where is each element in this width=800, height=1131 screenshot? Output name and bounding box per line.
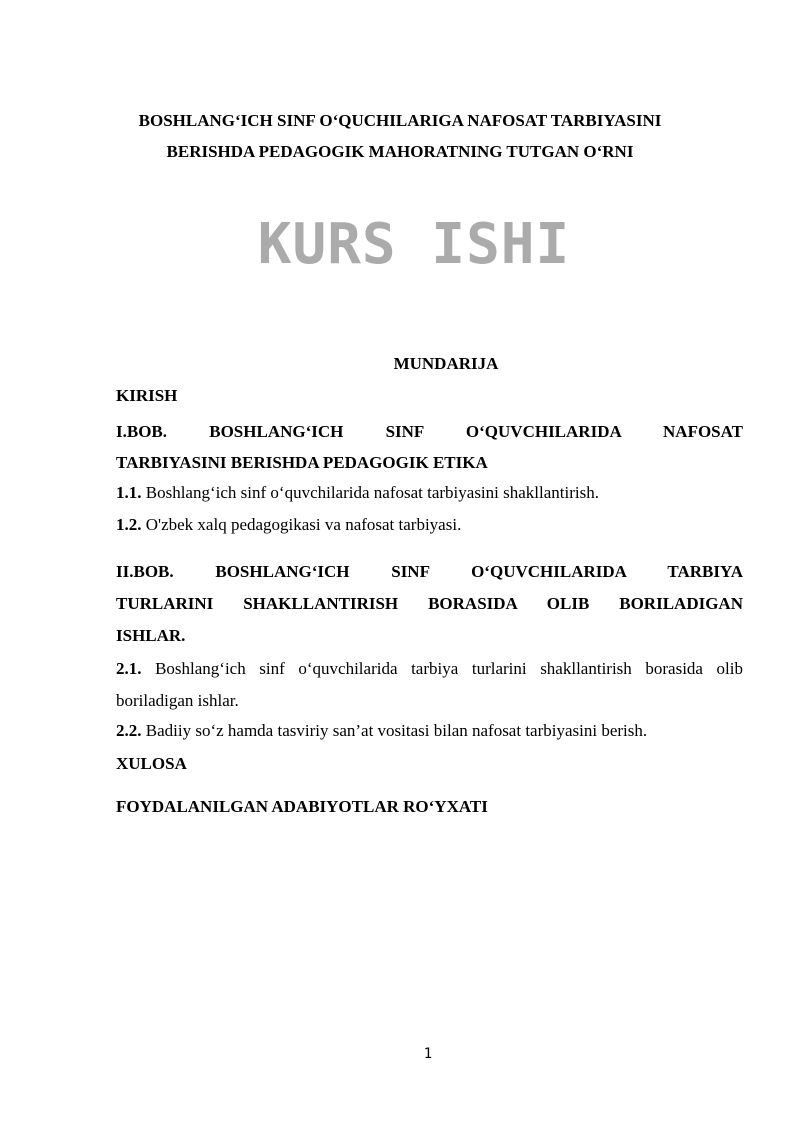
toc-item-chapter-1 <box>116 416 743 478</box>
section-1-2-number: 1.2. <box>116 515 142 534</box>
chapter-1-line-2: TARBIYASINI BERISHDA PEDAGOGIK ETIKA <box>116 453 488 472</box>
chapter-2-line-3: ISHLAR. <box>116 626 186 645</box>
page-number: 1 <box>423 1046 433 1062</box>
section-2-2-text: Badiiy so‘z hamda tasviriy san’at vositasi bilan nafosat tarbiyasini berish. <box>141 721 648 740</box>
toc-item-chapter-2 <box>116 556 743 652</box>
chapter-2-line-2: TURLARINI SHAKLLANTIRISH BORASIDA OLIB BORILADIGAN <box>116 594 743 613</box>
section-2-1-number: 2.1. <box>116 659 142 678</box>
chapter-1-line-1: I.BOB. BOSHLANG‘ICH SINF O‘QUVCHILARIDA NAFOSAT <box>116 422 743 441</box>
section-1-1-text: Boshlang‘ich sinf o‘quvchilarida nafosat tarbiyasini shakllantirish. <box>141 483 599 502</box>
toc-item-conclusion: XULOSA <box>116 754 187 773</box>
toc-item-section-2-2 <box>116 718 743 744</box>
toc-item-section-2-1 <box>116 653 743 717</box>
toc-item-section-1-1 <box>116 480 743 506</box>
toc-heading: MUNDARIJA <box>393 354 499 373</box>
watermark-kurs-ishi: KURS ISHI <box>257 212 571 277</box>
section-2-2-number: 2.2. <box>116 721 142 740</box>
toc-item-intro: KIRISH <box>116 386 178 405</box>
document-title <box>60 105 740 167</box>
section-2-1-text-line-2: boriladigan ishlar. <box>116 691 239 710</box>
section-1-2-text: O'zbek xalq pedagogikasi va nafosat tarbiyasi. <box>141 515 462 534</box>
toc-item-references: FOYDALANILGAN ADABIYOTLAR RO‘YXATI <box>116 797 488 816</box>
toc-item-section-1-2 <box>116 512 743 538</box>
section-2-1-text-line-1: Boshlang‘ich sinf o‘quvchilarida tarbiya turlarini shakllantirish borasida olib <box>141 659 743 678</box>
section-2-1-line-1 <box>116 653 743 685</box>
chapter-2-line-1: II.BOB. BOSHLANG‘ICH SINF O‘QUVCHILARIDA TARBIYA <box>116 562 743 581</box>
section-1-1-number: 1.1. <box>116 483 142 502</box>
title-line-2: BERISHDA PEDAGOGIK MAHORATNING TUTGAN O‘RNI <box>166 142 634 161</box>
title-line-1: BOSHLANG‘ICH SINF O‘QUCHILARIGA NAFOSAT TARBIYASINI <box>138 111 662 130</box>
